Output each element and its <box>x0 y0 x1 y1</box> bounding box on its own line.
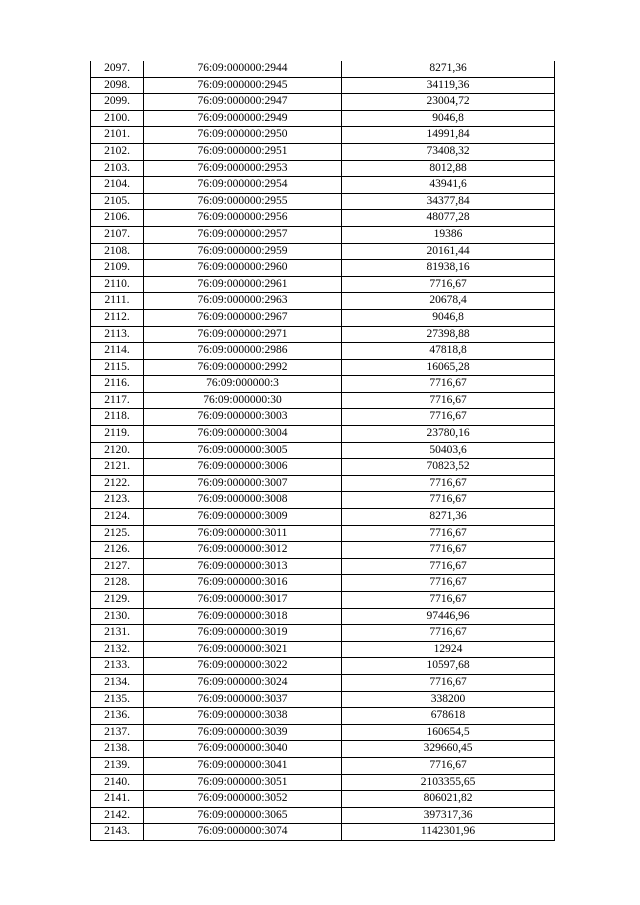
table-row <box>91 326 555 343</box>
table-row <box>91 807 555 824</box>
table-row <box>91 442 555 459</box>
row-number-cell: 2112. <box>91 309 144 326</box>
cadastral-number-cell: 76:09:000000:2944 <box>144 61 342 77</box>
table-row <box>91 143 555 160</box>
cadastral-number-cell: 76:09:000000:3019 <box>144 625 342 642</box>
table-row <box>91 658 555 675</box>
cadastral-number-cell: 76:09:000000:2960 <box>144 260 342 277</box>
cadastral-value-cell: 7716,67 <box>342 575 555 592</box>
cadastral-value-cell: 160654,5 <box>342 724 555 741</box>
cadastral-number-cell: 76:09:000000:30 <box>144 392 342 409</box>
cadastral-value-cell: 7716,67 <box>342 392 555 409</box>
cadastral-number-cell: 76:09:000000:2957 <box>144 226 342 243</box>
row-number-cell: 2113. <box>91 326 144 343</box>
cadastral-value-cell: 34119,36 <box>342 77 555 94</box>
table-row <box>91 774 555 791</box>
cadastral-number-cell: 76:09:000000:2992 <box>144 359 342 376</box>
table-row <box>91 110 555 127</box>
table-row <box>91 608 555 625</box>
table-row <box>91 791 555 808</box>
row-number-cell: 2114. <box>91 343 144 360</box>
cadastral-number-cell: 76:09:000000:3022 <box>144 658 342 675</box>
cadastral-value-cell: 70823,52 <box>342 459 555 476</box>
row-number-cell: 2125. <box>91 525 144 542</box>
cadastral-value-cell: 8271,36 <box>342 509 555 526</box>
cadastral-value-cell: 48077,28 <box>342 210 555 227</box>
row-number-cell: 2131. <box>91 625 144 642</box>
cadastral-number-cell: 76:09:000000:3007 <box>144 475 342 492</box>
cadastral-number-cell: 76:09:000000:2947 <box>144 94 342 111</box>
table-row <box>91 509 555 526</box>
cadastral-number-cell: 76:09:000000:2945 <box>144 77 342 94</box>
cadastral-number-cell: 76:09:000000:2955 <box>144 193 342 210</box>
table-row <box>91 542 555 559</box>
row-number-cell: 2107. <box>91 226 144 243</box>
cadastral-number-cell: 76:09:000000:3051 <box>144 774 342 791</box>
cadastral-value-cell: 20678,4 <box>342 293 555 310</box>
row-number-cell: 2100. <box>91 110 144 127</box>
cadastral-value-cell: 338200 <box>342 691 555 708</box>
row-number-cell: 2101. <box>91 127 144 144</box>
table-row <box>91 641 555 658</box>
row-number-cell: 2135. <box>91 691 144 708</box>
row-number-cell: 2121. <box>91 459 144 476</box>
cadastral-number-cell: 76:09:000000:3003 <box>144 409 342 426</box>
table-body <box>91 61 555 840</box>
row-number-cell: 2141. <box>91 791 144 808</box>
table-row <box>91 226 555 243</box>
cadastral-number-cell: 76:09:000000:3 <box>144 376 342 393</box>
cadastral-number-cell: 76:09:000000:3038 <box>144 708 342 725</box>
cadastral-number-cell: 76:09:000000:2953 <box>144 160 342 177</box>
table-row <box>91 708 555 725</box>
table-row <box>91 61 555 77</box>
row-number-cell: 2099. <box>91 94 144 111</box>
row-number-cell: 2132. <box>91 641 144 658</box>
table-row <box>91 409 555 426</box>
row-number-cell: 2126. <box>91 542 144 559</box>
cadastral-number-cell: 76:09:000000:3052 <box>144 791 342 808</box>
cadastral-value-cell: 7716,67 <box>342 757 555 774</box>
cadastral-value-cell: 7716,67 <box>342 409 555 426</box>
cadastral-number-cell: 76:09:000000:3039 <box>144 724 342 741</box>
cadastral-value-cell: 73408,32 <box>342 143 555 160</box>
table-row <box>91 741 555 758</box>
table-row <box>91 558 555 575</box>
cadastral-value-cell: 7716,67 <box>342 475 555 492</box>
cadastral-value-cell: 7716,67 <box>342 376 555 393</box>
cadastral-value-cell: 7716,67 <box>342 592 555 609</box>
cadastral-value-cell: 2103355,65 <box>342 774 555 791</box>
table-row <box>91 210 555 227</box>
row-number-cell: 2103. <box>91 160 144 177</box>
cadastral-number-cell: 76:09:000000:2951 <box>144 143 342 160</box>
row-number-cell: 2109. <box>91 260 144 277</box>
cadastral-value-cell: 7716,67 <box>342 525 555 542</box>
cadastral-value-cell: 27398,88 <box>342 326 555 343</box>
table-row <box>91 575 555 592</box>
cadastral-number-cell: 76:09:000000:2954 <box>144 177 342 194</box>
cadastral-number-cell: 76:09:000000:3013 <box>144 558 342 575</box>
table-row <box>91 392 555 409</box>
row-number-cell: 2127. <box>91 558 144 575</box>
row-number-cell: 2118. <box>91 409 144 426</box>
cadastral-number-cell: 76:09:000000:3074 <box>144 824 342 841</box>
row-number-cell: 2128. <box>91 575 144 592</box>
table-row <box>91 426 555 443</box>
cadastral-number-cell: 76:09:000000:3011 <box>144 525 342 542</box>
cadastral-value-cell: 806021,82 <box>342 791 555 808</box>
cadastral-value-cell: 19386 <box>342 226 555 243</box>
cadastral-number-cell: 76:09:000000:3008 <box>144 492 342 509</box>
row-number-cell: 2137. <box>91 724 144 741</box>
cadastral-number-cell: 76:09:000000:3006 <box>144 459 342 476</box>
table-row <box>91 492 555 509</box>
cadastral-number-cell: 76:09:000000:3040 <box>144 741 342 758</box>
cadastral-number-cell: 76:09:000000:2963 <box>144 293 342 310</box>
table-row <box>91 625 555 642</box>
table-row <box>91 757 555 774</box>
row-number-cell: 2108. <box>91 243 144 260</box>
table-row <box>91 293 555 310</box>
row-number-cell: 2106. <box>91 210 144 227</box>
row-number-cell: 2098. <box>91 77 144 94</box>
row-number-cell: 2117. <box>91 392 144 409</box>
row-number-cell: 2105. <box>91 193 144 210</box>
row-number-cell: 2115. <box>91 359 144 376</box>
table-row <box>91 77 555 94</box>
cadastral-number-cell: 76:09:000000:3041 <box>144 757 342 774</box>
cadastral-number-cell: 76:09:000000:2956 <box>144 210 342 227</box>
table-row <box>91 276 555 293</box>
row-number-cell: 2097. <box>91 61 144 77</box>
table-row <box>91 177 555 194</box>
table-row <box>91 592 555 609</box>
table-row <box>91 459 555 476</box>
row-number-cell: 2104. <box>91 177 144 194</box>
row-number-cell: 2134. <box>91 674 144 691</box>
cadastral-value-cell: 12924 <box>342 641 555 658</box>
cadastral-number-cell: 76:09:000000:3005 <box>144 442 342 459</box>
row-number-cell: 2110. <box>91 276 144 293</box>
cadastral-number-cell: 76:09:000000:2971 <box>144 326 342 343</box>
cadastral-number-cell: 76:09:000000:2949 <box>144 110 342 127</box>
cadastral-value-cell: 7716,67 <box>342 492 555 509</box>
table-row <box>91 691 555 708</box>
row-number-cell: 2138. <box>91 741 144 758</box>
cadastral-value-cell: 397317,36 <box>342 807 555 824</box>
row-number-cell: 2136. <box>91 708 144 725</box>
table-row <box>91 193 555 210</box>
table-row <box>91 359 555 376</box>
row-number-cell: 2140. <box>91 774 144 791</box>
cadastral-value-cell: 7716,67 <box>342 276 555 293</box>
cadastral-value-cell: 7716,67 <box>342 674 555 691</box>
table-row <box>91 475 555 492</box>
cadastral-number-cell: 76:09:000000:2950 <box>144 127 342 144</box>
cadastral-number-cell: 76:09:000000:2961 <box>144 276 342 293</box>
table-row <box>91 376 555 393</box>
cadastral-number-cell: 76:09:000000:3021 <box>144 641 342 658</box>
cadastral-value-cell: 20161,44 <box>342 243 555 260</box>
cadastral-number-cell: 76:09:000000:2967 <box>144 309 342 326</box>
table-row <box>91 160 555 177</box>
cadastral-number-cell: 76:09:000000:3012 <box>144 542 342 559</box>
table-row <box>91 525 555 542</box>
cadastral-value-cell: 43941,6 <box>342 177 555 194</box>
table-row <box>91 127 555 144</box>
cadastral-value-table-container <box>90 61 553 841</box>
cadastral-value-cell: 9046,8 <box>342 309 555 326</box>
row-number-cell: 2111. <box>91 293 144 310</box>
row-number-cell: 2102. <box>91 143 144 160</box>
table-row <box>91 674 555 691</box>
cadastral-value-cell: 1142301,96 <box>342 824 555 841</box>
cadastral-value-cell: 14991,84 <box>342 127 555 144</box>
row-number-cell: 2142. <box>91 807 144 824</box>
row-number-cell: 2130. <box>91 608 144 625</box>
cadastral-value-cell: 9046,8 <box>342 110 555 127</box>
row-number-cell: 2133. <box>91 658 144 675</box>
cadastral-number-cell: 76:09:000000:3017 <box>144 592 342 609</box>
table-row <box>91 343 555 360</box>
row-number-cell: 2119. <box>91 426 144 443</box>
row-number-cell: 2139. <box>91 757 144 774</box>
cadastral-value-cell: 329660,45 <box>342 741 555 758</box>
table-row <box>91 94 555 111</box>
cadastral-value-cell: 50403,6 <box>342 442 555 459</box>
row-number-cell: 2129. <box>91 592 144 609</box>
table-row <box>91 243 555 260</box>
cadastral-value-cell: 10597,68 <box>342 658 555 675</box>
cadastral-value-cell: 97446,96 <box>342 608 555 625</box>
table-row <box>91 824 555 841</box>
cadastral-value-cell: 8271,36 <box>342 61 555 77</box>
row-number-cell: 2143. <box>91 824 144 841</box>
row-number-cell: 2120. <box>91 442 144 459</box>
cadastral-value-cell: 678618 <box>342 708 555 725</box>
row-number-cell: 2122. <box>91 475 144 492</box>
row-number-cell: 2124. <box>91 509 144 526</box>
cadastral-number-cell: 76:09:000000:3018 <box>144 608 342 625</box>
cadastral-value-cell: 8012,88 <box>342 160 555 177</box>
cadastral-value-cell: 23004,72 <box>342 94 555 111</box>
cadastral-value-cell: 81938,16 <box>342 260 555 277</box>
table-row <box>91 724 555 741</box>
cadastral-number-cell: 76:09:000000:3024 <box>144 674 342 691</box>
row-number-cell: 2116. <box>91 376 144 393</box>
cadastral-number-cell: 76:09:000000:3065 <box>144 807 342 824</box>
cadastral-value-cell: 7716,67 <box>342 558 555 575</box>
cadastral-value-cell: 16065,28 <box>342 359 555 376</box>
cadastral-value-cell: 23780,16 <box>342 426 555 443</box>
cadastral-number-cell: 76:09:000000:2959 <box>144 243 342 260</box>
cadastral-number-cell: 76:09:000000:2986 <box>144 343 342 360</box>
cadastral-value-cell: 47818,8 <box>342 343 555 360</box>
cadastral-value-cell: 34377,84 <box>342 193 555 210</box>
table-row <box>91 309 555 326</box>
cadastral-value-cell: 7716,67 <box>342 625 555 642</box>
cadastral-value-cell: 7716,67 <box>342 542 555 559</box>
cadastral-number-cell: 76:09:000000:3037 <box>144 691 342 708</box>
table-row <box>91 260 555 277</box>
cadastral-number-cell: 76:09:000000:3016 <box>144 575 342 592</box>
cadastral-number-cell: 76:09:000000:3009 <box>144 509 342 526</box>
cadastral-value-table <box>90 61 555 841</box>
cadastral-number-cell: 76:09:000000:3004 <box>144 426 342 443</box>
row-number-cell: 2123. <box>91 492 144 509</box>
